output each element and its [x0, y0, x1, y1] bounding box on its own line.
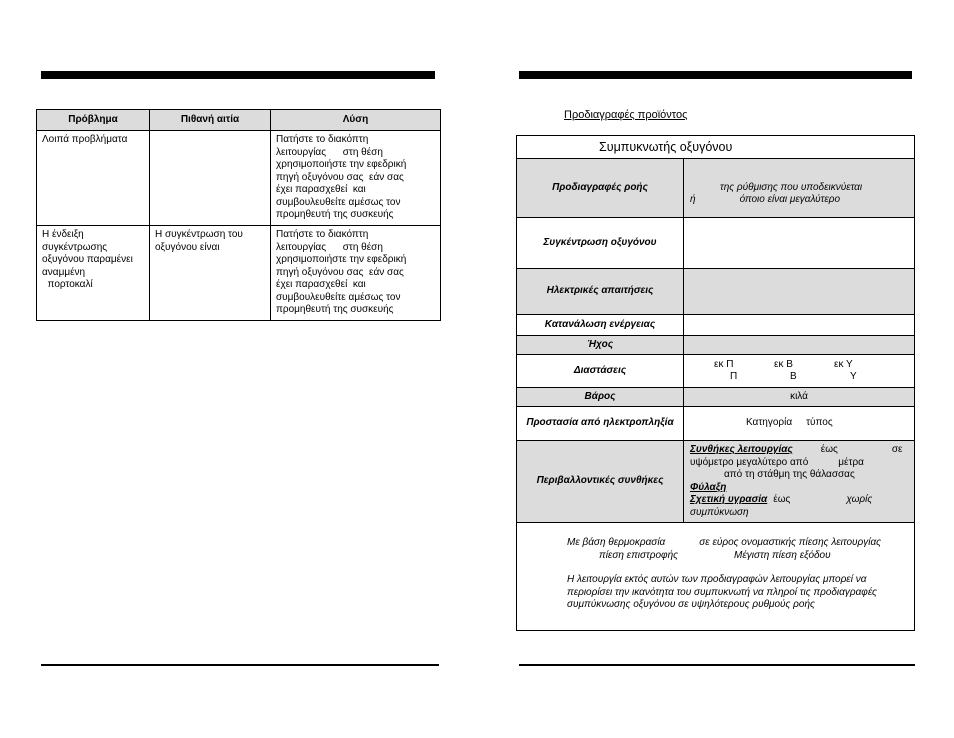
right-footer-rule [519, 664, 915, 666]
solution-line: λειτουργίας στη θέση [276, 241, 383, 253]
column-header-problem: Πρόβλημα [37, 110, 150, 131]
spec-label-flow: Προδιαγραφές ροής [517, 159, 684, 218]
solution-line: Πατήστε το διακόπτη [276, 134, 369, 145]
flow-line: της ρύθμισης που υποδεικνύεται [720, 181, 863, 193]
table-row [37, 226, 441, 321]
env-altitude: υψόμετρο μεγαλύτερο από [690, 456, 809, 468]
column-header-solution: Λύση [271, 110, 441, 131]
problem-line: αναμμένη [42, 266, 86, 278]
dim-height-in: Υ [850, 371, 857, 382]
column-header-cause: Πιθανή αιτία [150, 110, 271, 131]
spec-value-dimensions [684, 355, 915, 388]
env-operating-label: Συνθήκες λειτουργίας [690, 444, 793, 455]
solution-line: συμβουλευθείτε αμέσως τον [276, 196, 401, 208]
left-header-bar [41, 71, 435, 79]
env-humidity-line [690, 494, 908, 507]
section-title: Προδιαγραφές προϊόντος [564, 109, 688, 121]
solution-line: Πατήστε το διακόπτη [276, 229, 369, 240]
spec-label-electrical: Ηλεκτρικές απαιτήσεις [517, 269, 684, 315]
footnote-max-output: Μέγιστη πίεση εξόδου [734, 549, 831, 561]
solution-line: χρησιμοποιήστε την εφεδρική [276, 159, 407, 170]
env-storage-label: Φύλαξη [690, 481, 727, 493]
env-operating-line [690, 444, 908, 457]
dim-height: εκ Υ [834, 358, 853, 370]
cell-cause [150, 131, 271, 226]
footnote-return-pressure: πίεση επιστροφής [599, 549, 678, 561]
env-condensation: συμπύκνωση [690, 506, 749, 518]
env-op-to: έως [820, 444, 838, 455]
cell-cause [150, 226, 271, 321]
right-header-bar [519, 71, 912, 79]
cell-solution [271, 226, 441, 321]
spec-value-power [684, 315, 915, 336]
spec-value-electrical [684, 269, 915, 315]
footnote-line [567, 537, 906, 550]
env-humidity-label: Σχετική υγρασία [690, 494, 768, 505]
dim-width: εκ Β [774, 358, 793, 370]
table-header-row [37, 110, 441, 131]
problem-line: συγκέντρωσης [42, 241, 108, 253]
footnote-pressure-range: σε εύρος ονομαστικής πίεσης λειτουργίας [699, 537, 882, 548]
cause-line: Η συγκέντρωση του [155, 229, 243, 240]
solution-line: συμβουλευθείτε αμέσως τον [276, 291, 401, 303]
spec-footnotes [517, 523, 915, 631]
dim-length: εκ Π [714, 358, 734, 370]
spec-label-environment: Περιβαλλοντικές συνθήκες [517, 441, 684, 523]
spec-label-dimensions: Διαστάσεις [517, 355, 684, 388]
footnote-temp: Με βάση θερμοκρασία [567, 537, 666, 548]
footnote-warning: Η λειτουργία εκτός αυτών των προδιαγραφών λειτουργίας μπορεί να περιορίσει την ικανότητα του συμπυκνωτή να πληροί τις προδιαγραφές συμπύκνωσης οξυγόνου σε υψηλότερους ρυθμούς ροής [567, 574, 877, 610]
problem-line: πορτοκαλί [42, 279, 93, 290]
solution-line: προμηθευτή της συσκευής [276, 209, 394, 220]
spec-value-weight: κιλά [684, 388, 915, 407]
problem-line: οξυγόνου παραμένει [42, 254, 133, 265]
shock-type: τύπος [806, 417, 833, 429]
cell-problem: Λοιπά προβλήματα [37, 131, 150, 226]
cell-solution [271, 131, 441, 226]
spec-value-environment [684, 441, 915, 523]
flow-or: ή [690, 194, 696, 205]
env-meters: μέτρα [838, 456, 864, 468]
env-op-at: σε [891, 444, 903, 455]
env-sea-level: από τη στάθμη της θάλασσας [724, 469, 855, 480]
env-operating-line [690, 457, 908, 470]
solution-line: πηγή οξυγόνου σας εάν σας [276, 266, 404, 278]
flow-line [690, 194, 908, 207]
dim-length-in: Π [730, 371, 738, 382]
solution-line: έχει παρασχεθεί και [276, 279, 366, 290]
solution-line: έχει παρασχεθεί και [276, 184, 366, 195]
env-hum-to: έως [773, 494, 791, 505]
spec-label-sound: Ήχος [517, 336, 684, 355]
footnote-line [567, 550, 906, 563]
solution-line: προμηθευτή της συσκευής [276, 304, 394, 315]
spec-value-flow [684, 159, 915, 218]
env-hum-without: χωρίς [846, 494, 873, 505]
table-row [37, 131, 441, 226]
problem-line: Η ένδειξη [42, 229, 84, 240]
shock-class: Κατηγορία [746, 417, 793, 429]
spec-value-concentration [684, 218, 915, 269]
spec-value-shock [684, 407, 915, 441]
troubleshooting-table [36, 109, 441, 321]
solution-line: πηγή οξυγόνου σας εάν σας [276, 171, 404, 183]
spec-table [516, 135, 915, 631]
solution-line: λειτουργίας στη θέση [276, 146, 383, 158]
spec-value-sound [684, 336, 915, 355]
spec-table-title: Συμπυκνωτής οξυγόνου [517, 136, 915, 159]
dim-width-in: Β [790, 371, 797, 382]
solution-line: χρησιμοποιήστε την εφεδρική [276, 254, 407, 265]
left-footer-rule [41, 664, 439, 666]
cell-problem [37, 226, 150, 321]
cause-line: οξυγόνου είναι [155, 241, 220, 253]
spec-label-shock: Προστασία από ηλεκτροπληξία [517, 407, 684, 441]
flow-max: όποιο είναι μεγαλύτερο [739, 194, 841, 205]
spec-label-concentration: Συγκέντρωση οξυγόνου [517, 218, 684, 269]
spec-label-power: Κατανάλωση ενέργειας [517, 315, 684, 336]
spec-label-weight: Βάρος [517, 388, 684, 407]
